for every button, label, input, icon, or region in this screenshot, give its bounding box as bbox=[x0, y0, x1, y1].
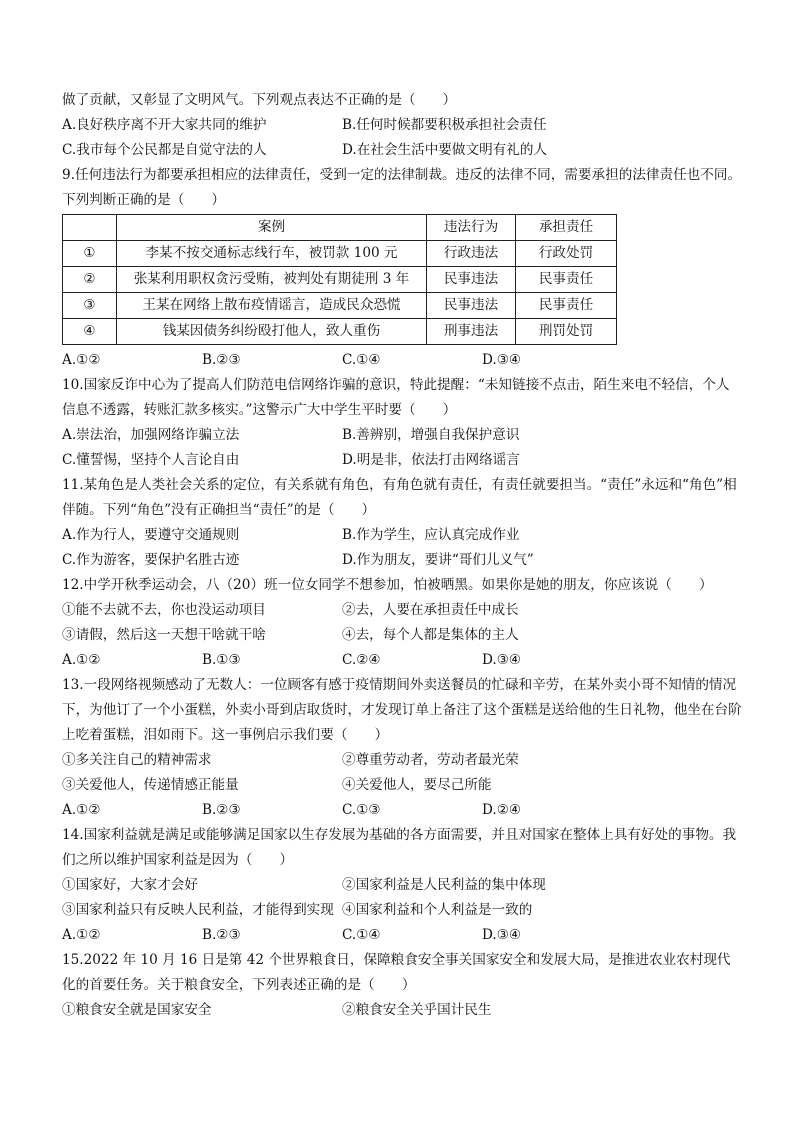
q9-options bbox=[62, 348, 742, 373]
table-row bbox=[63, 267, 617, 293]
table-cell: 钱某因债务纠纷殴打他人，致人重伤 bbox=[117, 319, 427, 345]
q14-option-c: C.①④ bbox=[342, 927, 381, 943]
q14-option-d: D.③④ bbox=[482, 927, 522, 943]
q15-item-2: ②粮食安全关乎国计民生 bbox=[342, 1002, 492, 1018]
table-cell: ③ bbox=[63, 293, 117, 319]
table-header-cell bbox=[63, 215, 117, 241]
q13-option-c: C.①③ bbox=[342, 802, 381, 818]
q14-items-row-2 bbox=[62, 898, 742, 923]
table-row bbox=[63, 241, 617, 267]
q9-case-table bbox=[62, 214, 617, 345]
q10-options-row-1 bbox=[62, 423, 742, 448]
table-header-cell: 承担责任 bbox=[516, 215, 617, 241]
q15-stem: 15.2022 年 10 月 16 日是第 42 个世界粮食日，保障粮食安全事关国家安全和发展大局，是推进农业农村现代化的首要任务。关于粮食安全，下列表述正确的是（ ） bbox=[62, 952, 731, 993]
q15-items-row-1 bbox=[62, 998, 742, 1023]
q14-option-a: A.①② bbox=[62, 927, 101, 943]
q8-option-a: A.良好秩序离不开大家共同的维护 bbox=[62, 117, 267, 133]
table-cell: ④ bbox=[63, 319, 117, 345]
q8-option-b: B.任何时候都要积极承担社会责任 bbox=[342, 117, 547, 133]
q12-items-row-2 bbox=[62, 623, 742, 648]
q12-item-1: ①能不去就不去，你也没运动项目 bbox=[62, 602, 266, 618]
q12-items-row-1 bbox=[62, 598, 742, 623]
q9-stem: 9.任何违法行为都要承担相应的法律责任，受到一定的法律制裁。违反的法律不同，需要承担的法律责任也不同。下列判断正确的是（ ） bbox=[62, 167, 742, 208]
q8-options-row-2 bbox=[62, 138, 742, 163]
q14-items-row-1 bbox=[62, 873, 742, 898]
q13-items-row-2 bbox=[62, 773, 742, 798]
q13-options bbox=[62, 798, 742, 823]
q8-option-d: D.在社会生活中要做文明有礼的人 bbox=[342, 142, 548, 158]
q12-option-c: C.②④ bbox=[342, 652, 381, 668]
q14-item-2: ②国家利益是人民利益的集中体现 bbox=[342, 877, 546, 893]
exam-page bbox=[62, 88, 742, 1023]
q10-option-a: A.崇法治，加强网络诈骗立法 bbox=[62, 427, 240, 443]
table-row bbox=[63, 319, 617, 345]
q8-options-row-1 bbox=[62, 113, 742, 138]
q14-options bbox=[62, 923, 742, 948]
q9-option-d: D.③④ bbox=[482, 352, 522, 368]
q13-option-b: B.②③ bbox=[202, 802, 241, 818]
table-cell: 民事违法 bbox=[427, 267, 516, 293]
table-row bbox=[63, 293, 617, 319]
q8-option-c: C.我市每个公民都是自觉守法的人 bbox=[62, 142, 267, 158]
q11-stem: 11.某角色是人类社会关系的定位，有关系就有角色，有角色就有责任，有责任就要担当。“责任”永远和“角色”相伴随。下列“角色”没有正确担当“责任”的是（ ） bbox=[62, 477, 737, 518]
table-header-row bbox=[63, 215, 617, 241]
q9-option-a: A.①② bbox=[62, 352, 101, 368]
q13-item-4: ④关爱他人，要尽己所能 bbox=[342, 777, 492, 793]
table-cell: 刑罚处罚 bbox=[516, 319, 617, 345]
q12-item-3: ③请假，然后这一天想干啥就干啥 bbox=[62, 627, 266, 643]
q13-option-a: A.①② bbox=[62, 802, 101, 818]
table-cell: ① bbox=[63, 241, 117, 267]
q9-option-c: C.①④ bbox=[342, 352, 381, 368]
table-cell: 行政违法 bbox=[427, 241, 516, 267]
q13-stem: 13.一段网络视频感动了无数人：一位顾客有感于疫情期间外卖送餐员的忙碌和辛劳，在某外卖小哥不知情的情况下，为他订了一个小蛋糕，外卖小哥到店取货时，才发现订单上备注了这个蛋糕是送给他的生日礼物，他坐在台阶上吃着蛋糕，泪如雨下。这一事例启示我们要（ ） bbox=[62, 677, 742, 743]
q10-option-d: D.明是非，依法打击网络谣言 bbox=[342, 452, 520, 468]
q8-stem-tail: 做了贡献，又彰显了文明风气。下列观点表达不正确的是（ ） bbox=[62, 92, 457, 108]
table-cell: 民事违法 bbox=[427, 293, 516, 319]
table-cell: 张某利用职权贪污受贿，被判处有期徒刑 3 年 bbox=[117, 267, 427, 293]
q11-option-d: D.作为朋友，要讲“哥们儿义气” bbox=[342, 552, 534, 568]
q12-option-b: B.①③ bbox=[202, 652, 241, 668]
q11-option-c: C.作为游客，要保护名胜古迹 bbox=[62, 552, 240, 568]
q13-item-2: ②尊重劳动者，劳动者最光荣 bbox=[342, 752, 519, 768]
q13-item-3: ③关爱他人，传递情感正能量 bbox=[62, 777, 239, 793]
q14-item-1: ①国家好，大家才会好 bbox=[62, 877, 198, 893]
table-cell: 刑事违法 bbox=[427, 319, 516, 345]
table-header-cell: 案例 bbox=[117, 215, 427, 241]
q11-option-a: A.作为行人，要遵守交通规则 bbox=[62, 527, 240, 543]
q10-option-c: C.懂誓惕，坚持个人言论自由 bbox=[62, 452, 240, 468]
table-cell: 民事责任 bbox=[516, 293, 617, 319]
q12-item-2: ②去，人要在承担责任中成长 bbox=[342, 602, 519, 618]
table-cell: 李某不按交通标志线行车，被罚款 100 元 bbox=[117, 241, 427, 267]
q10-stem: 10.国家反诈中心为了提高人们防范电信网络诈骗的意识，特此提醒：“未知链接不点击，陌生来电不轻信，个人信息不透露，转账汇款多核实。”这警示广大中学生平时要（ ） bbox=[62, 377, 730, 418]
q13-items-row-1 bbox=[62, 748, 742, 773]
q14-item-3: ③国家利益只有反映人民利益，才能得到实现 bbox=[62, 902, 334, 918]
q10-option-b: B.善辨别，增强自我保护意识 bbox=[342, 427, 520, 443]
table-header-cell: 违法行为 bbox=[427, 215, 516, 241]
q15-item-1: ①粮食安全就是国家安全 bbox=[62, 1002, 212, 1018]
q12-options bbox=[62, 648, 742, 673]
table-cell: 民事责任 bbox=[516, 267, 617, 293]
q12-option-a: A.①② bbox=[62, 652, 101, 668]
q13-option-d: D.②④ bbox=[482, 802, 522, 818]
q11-options-row-1 bbox=[62, 523, 742, 548]
q9-option-b: B.②③ bbox=[202, 352, 241, 368]
q10-options-row-2 bbox=[62, 448, 742, 473]
q12-option-d: D.③④ bbox=[482, 652, 522, 668]
q11-options-row-2 bbox=[62, 548, 742, 573]
q14-option-b: B.②③ bbox=[202, 927, 241, 943]
table-cell: 王某在网络上散布疫情谣言，造成民众恐慌 bbox=[117, 293, 427, 319]
q12-stem: 12.中学开秋季运动会，八（20）班一位女同学不想参加，怕被晒黑。如果你是她的朋友，你应该说（ ） bbox=[62, 577, 713, 593]
table-cell: 行政处罚 bbox=[516, 241, 617, 267]
q13-item-1: ①多关注自己的精神需求 bbox=[62, 752, 212, 768]
q12-item-4: ④去，每个人都是集体的主人 bbox=[342, 627, 519, 643]
q14-stem: 14.国家利益就是满足或能够满足国家以生存发展为基础的各方面需要，并且对国家在整体上具有好处的事物。我们之所以维护国家利益是因为（ ） bbox=[62, 827, 737, 868]
q14-item-4: ④国家利益和个人利益是一致的 bbox=[342, 902, 533, 918]
table-cell: ② bbox=[63, 267, 117, 293]
q11-option-b: B.作为学生，应认真完成作业 bbox=[342, 527, 520, 543]
